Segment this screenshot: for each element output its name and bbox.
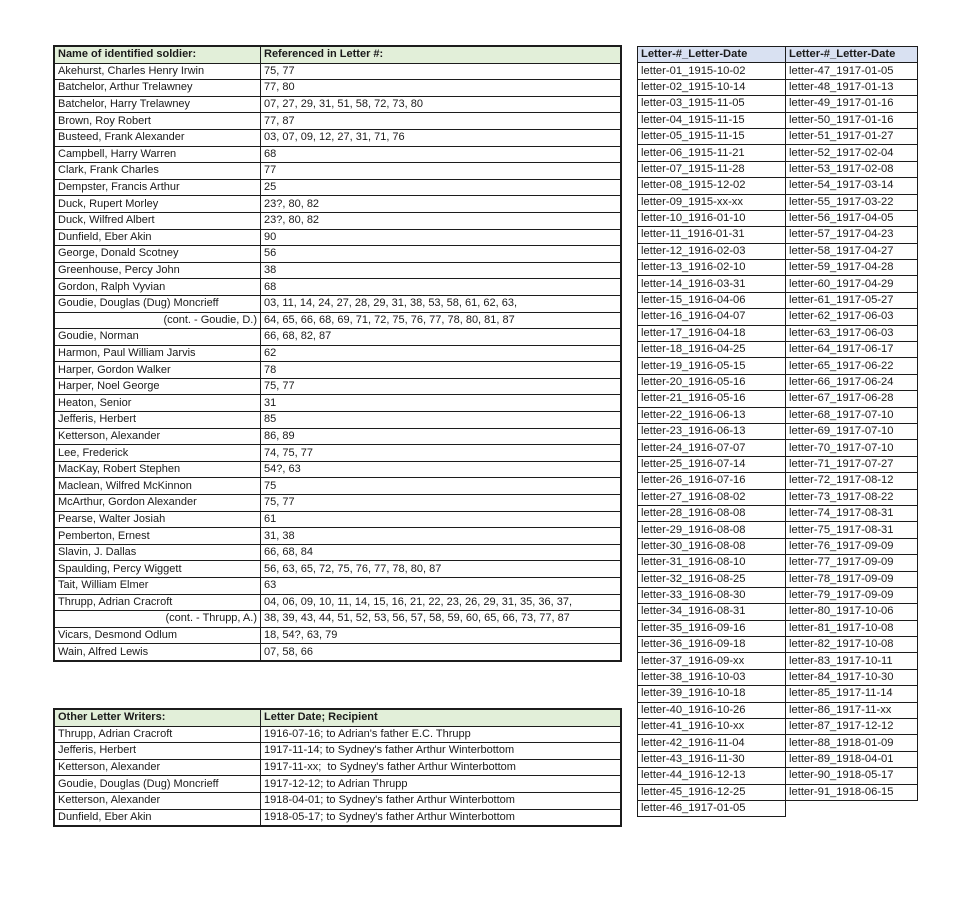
- letter-references-cell: 68: [261, 279, 621, 296]
- letter-index-row: [638, 604, 918, 620]
- soldier-row: [55, 495, 621, 512]
- soldier-row: [55, 129, 621, 146]
- letter-id-date-cell: letter-31_1916-08-10: [638, 555, 786, 571]
- letter-id-date-cell: letter-69_1917-07-10: [786, 423, 918, 439]
- soldier-name-cell: Jefferis, Herbert: [55, 412, 261, 429]
- letter-references-cell: 86, 89: [261, 428, 621, 445]
- letter-id-date-cell: letter-04_1915-11-15: [638, 112, 786, 128]
- letter-date-recipient-cell: 1917-12-12; to Adrian Thrupp: [261, 776, 621, 793]
- soldier-row: [55, 246, 621, 263]
- soldier-name-cell: Thrupp, Adrian Cracroft: [55, 594, 261, 611]
- letter-index-row: [638, 391, 918, 407]
- letter-id-date-cell: letter-28_1916-08-08: [638, 505, 786, 521]
- letter-id-date-cell: letter-74_1917-08-31: [786, 505, 918, 521]
- letter-id-date-cell: letter-25_1916-07-14: [638, 456, 786, 472]
- soldier-name-cell: Ketterson, Alexander: [55, 428, 261, 445]
- letter-id-date-cell: letter-12_1916-02-03: [638, 243, 786, 259]
- soldiers-table: [54, 46, 621, 661]
- letter-index-row: [638, 227, 918, 243]
- letter-id-date-cell: letter-44_1916-12-13: [638, 768, 786, 784]
- letter-id-date-cell: letter-21_1916-05-16: [638, 391, 786, 407]
- letter-references-cell: 25: [261, 179, 621, 196]
- letter-id-date-cell: letter-59_1917-04-28: [786, 260, 918, 276]
- writers-header-row: [55, 710, 621, 727]
- letter-id-date-cell: letter-29_1916-08-08: [638, 522, 786, 538]
- writer-name-cell: Ketterson, Alexander: [55, 759, 261, 776]
- soldier-name-cell: Batchelor, Arthur Trelawney: [55, 80, 261, 97]
- soldier-name-cell: Goudie, Douglas (Dug) Moncrieff: [55, 295, 261, 312]
- soldier-name-cell: Campbell, Harry Warren: [55, 146, 261, 163]
- letter-date-recipient-cell: 1916-07-16; to Adrian's father E.C. Thrupp: [261, 726, 621, 743]
- writer-row: [55, 726, 621, 743]
- letter-references-cell: 75: [261, 478, 621, 495]
- letter-id-date-cell: letter-14_1916-03-31: [638, 276, 786, 292]
- letter-id-date-cell: letter-56_1917-04-05: [786, 210, 918, 226]
- soldier-row: [55, 445, 621, 462]
- soldier-row: [55, 80, 621, 97]
- writer-row: [55, 792, 621, 809]
- soldier-name-cell: Harmon, Paul William Jarvis: [55, 345, 261, 362]
- soldier-row: [55, 262, 621, 279]
- letter-references-cell: 23?, 80, 82: [261, 212, 621, 229]
- soldier-row: [55, 412, 621, 429]
- letter-id-date-cell: letter-19_1916-05-15: [638, 358, 786, 374]
- letter-index-row: [638, 440, 918, 456]
- letter-index-row: [638, 423, 918, 439]
- letter-references-cell: 74, 75, 77: [261, 445, 621, 462]
- letter-id-date-cell: letter-85_1917-11-14: [786, 686, 918, 702]
- soldier-name-cell: Duck, Wilfred Albert: [55, 212, 261, 229]
- letter-index-row: [638, 210, 918, 226]
- letter-id-date-cell: letter-26_1916-07-16: [638, 473, 786, 489]
- letter-index-row: [638, 686, 918, 702]
- letter-id-date-cell: letter-50_1917-01-16: [786, 112, 918, 128]
- letter-id-date-cell: letter-33_1916-08-30: [638, 587, 786, 603]
- letter-id-date-cell: letter-42_1916-11-04: [638, 735, 786, 751]
- letter-id-date-cell: letter-06_1915-11-21: [638, 145, 786, 161]
- letter-index-row: [638, 407, 918, 423]
- soldier-name-cell: George, Donald Scotney: [55, 246, 261, 263]
- letter-references-cell: 18, 54?, 63, 79: [261, 627, 621, 644]
- letter-id-date-cell: letter-24_1916-07-07: [638, 440, 786, 456]
- letter-id-date-cell: letter-81_1917-10-08: [786, 620, 918, 636]
- letter-id-date-cell: letter-84_1917-10-30: [786, 669, 918, 685]
- soldiers-header-row: [55, 47, 621, 64]
- letter-index-row: [638, 505, 918, 521]
- soldier-name-header: Name of identified soldier:: [55, 47, 261, 64]
- soldier-name-cell: (cont. - Goudie, D.): [55, 312, 261, 329]
- letter-id-date-cell: letter-91_1918-06-15: [786, 784, 918, 800]
- letter-index-row: [638, 637, 918, 653]
- soldier-row: [55, 578, 621, 595]
- soldier-name-cell: Batchelor, Harry Trelawney: [55, 96, 261, 113]
- letter-index-row: [638, 342, 918, 358]
- letter-references-cell: 61: [261, 511, 621, 528]
- soldier-name-cell: Akehurst, Charles Henry Irwin: [55, 63, 261, 80]
- letter-id-date-cell: letter-82_1917-10-08: [786, 637, 918, 653]
- letter-index-row: [638, 325, 918, 341]
- writer-row: [55, 759, 621, 776]
- letter-index-row: [638, 374, 918, 390]
- letter-id-date-cell: letter-60_1917-04-29: [786, 276, 918, 292]
- letter-id-date-cell: letter-86_1917-11-xx: [786, 702, 918, 718]
- letter-id-date-cell: letter-22_1916-06-13: [638, 407, 786, 423]
- letter-id-date-cell: letter-89_1918-04-01: [786, 751, 918, 767]
- soldier-name-cell: MacKay, Robert Stephen: [55, 461, 261, 478]
- letters-header-row: [638, 47, 918, 63]
- letters-index-table: [637, 46, 918, 817]
- soldier-name-cell: Clark, Frank Charles: [55, 163, 261, 180]
- letter-references-cell: 31, 38: [261, 528, 621, 545]
- letter-id-date-cell: letter-47_1917-01-05: [786, 63, 918, 79]
- letter-index-row: [638, 178, 918, 194]
- soldier-row: [55, 511, 621, 528]
- letter-date-recipient-cell: 1918-05-17; to Sydney's father Arthur Winterbottom: [261, 809, 621, 826]
- soldier-row: [55, 295, 621, 312]
- soldier-name-cell: Lee, Frederick: [55, 445, 261, 462]
- letter-id-date-cell: letter-45_1916-12-25: [638, 784, 786, 800]
- letter-id-date-cell: letter-67_1917-06-28: [786, 391, 918, 407]
- letter-index-row: [638, 260, 918, 276]
- soldier-row: [55, 561, 621, 578]
- letter-index-row: [638, 63, 918, 79]
- letter-index-row: [638, 800, 918, 816]
- letter-references-cell: 07, 58, 66: [261, 644, 621, 661]
- letter-id-date-cell: letter-39_1916-10-18: [638, 686, 786, 702]
- letter-index-row: [638, 538, 918, 554]
- soldier-row: [55, 345, 621, 362]
- letter-id-date-cell: letter-76_1917-09-09: [786, 538, 918, 554]
- letter-index-row: [638, 653, 918, 669]
- letter-index-row: [638, 719, 918, 735]
- letter-index-row: [638, 473, 918, 489]
- letter-index-row: [638, 702, 918, 718]
- letter-id-date-cell: letter-66_1917-06-24: [786, 374, 918, 390]
- soldier-row: [55, 395, 621, 412]
- letter-index-row: [638, 79, 918, 95]
- writer-row: [55, 809, 621, 826]
- writer-row: [55, 776, 621, 793]
- letter-references-cell: 62: [261, 345, 621, 362]
- letter-id-date-cell: letter-43_1916-11-30: [638, 751, 786, 767]
- letter-id-date-cell: letter-34_1916-08-31: [638, 604, 786, 620]
- letter-id-date-cell: letter-16_1916-04-07: [638, 309, 786, 325]
- letter-id-date-cell: letter-83_1917-10-11: [786, 653, 918, 669]
- soldier-row: [55, 163, 621, 180]
- soldier-row: [55, 63, 621, 80]
- soldier-row: [55, 212, 621, 229]
- soldier-row: [55, 528, 621, 545]
- soldier-name-cell: Spaulding, Percy Wiggett: [55, 561, 261, 578]
- letter-id-date-cell: letter-03_1915-11-05: [638, 96, 786, 112]
- letter-id-date-cell: letter-18_1916-04-25: [638, 342, 786, 358]
- letter-references-cell: 77, 87: [261, 113, 621, 130]
- letter-id-date-cell: letter-80_1917-10-06: [786, 604, 918, 620]
- letter-index-row: [638, 358, 918, 374]
- letter-references-cell: 63: [261, 578, 621, 595]
- letter-id-date-cell: letter-49_1917-01-16: [786, 96, 918, 112]
- writer-name-cell: Thrupp, Adrian Cracroft: [55, 726, 261, 743]
- letter-id-date-cell: letter-11_1916-01-31: [638, 227, 786, 243]
- letter-index-row: [638, 161, 918, 177]
- soldier-name-cell: Pearse, Walter Josiah: [55, 511, 261, 528]
- letter-index-row: [638, 194, 918, 210]
- letter-id-date-cell: letter-36_1916-09-18: [638, 637, 786, 653]
- letter-references-cell: 03, 11, 14, 24, 27, 28, 29, 31, 38, 53, 58, 61, 62, 63,: [261, 295, 621, 312]
- letter-id-date-cell: letter-51_1917-01-27: [786, 128, 918, 144]
- letter-references-cell: 56: [261, 246, 621, 263]
- letter-id-date-cell: letter-75_1917-08-31: [786, 522, 918, 538]
- letter-date-recipient-cell: 1917-11-14; to Sydney's father Arthur Winterbottom: [261, 743, 621, 760]
- letter-id-date-cell: letter-10_1916-01-10: [638, 210, 786, 226]
- letter-id-date-cell: letter-52_1917-02-04: [786, 145, 918, 161]
- soldier-name-cell: Gordon, Ralph Vyvian: [55, 279, 261, 296]
- letter-id-date-cell: letter-30_1916-08-08: [638, 538, 786, 554]
- letter-id-date-cell: letter-78_1917-09-09: [786, 571, 918, 587]
- letter-id-date-cell: letter-68_1917-07-10: [786, 407, 918, 423]
- letter-id-date-cell: letter-05_1915-11-15: [638, 128, 786, 144]
- letter-references-cell: 38, 39, 43, 44, 51, 52, 53, 56, 57, 58, 59, 60, 65, 66, 73, 77, 87: [261, 611, 621, 628]
- letter-id-date-cell: letter-57_1917-04-23: [786, 227, 918, 243]
- soldier-row-continuation: [55, 312, 621, 329]
- other-writers-table: [54, 709, 621, 826]
- soldier-name-cell: Brown, Roy Robert: [55, 113, 261, 130]
- letter-references-cell: 54?, 63: [261, 461, 621, 478]
- letter-id-date-cell: letter-20_1916-05-16: [638, 374, 786, 390]
- letter-id-date-cell: letter-02_1915-10-14: [638, 79, 786, 95]
- letter-index-row: [638, 587, 918, 603]
- letter-id-date-cell: letter-55_1917-03-22: [786, 194, 918, 210]
- letter-date-recipient-cell: 1917-11-xx; to Sydney's father Arthur Winterbottom: [261, 759, 621, 776]
- letter-references-cell: 78: [261, 362, 621, 379]
- letter-index-row: [638, 276, 918, 292]
- letter-references-cell: 66, 68, 82, 87: [261, 329, 621, 346]
- letter-references-cell: 03, 07, 09, 12, 27, 31, 71, 76: [261, 129, 621, 146]
- letter-id-date-cell: letter-38_1916-10-03: [638, 669, 786, 685]
- soldier-row: [55, 229, 621, 246]
- letter-id-date-cell: letter-13_1916-02-10: [638, 260, 786, 276]
- letter-references-cell: 77, 80: [261, 80, 621, 97]
- soldier-name-cell: Pemberton, Ernest: [55, 528, 261, 545]
- letter-references-cell: 66, 68, 84: [261, 544, 621, 561]
- letters-header-col1: Letter-#_Letter-Date: [638, 47, 786, 63]
- letter-id-date-cell: letter-54_1917-03-14: [786, 178, 918, 194]
- letter-id-date-cell: letter-41_1916-10-xx: [638, 719, 786, 735]
- letter-index-row: [638, 784, 918, 800]
- letter-references-cell: 75, 77: [261, 495, 621, 512]
- letter-index-row: [638, 456, 918, 472]
- soldier-row: [55, 329, 621, 346]
- letter-id-date-cell: letter-87_1917-12-12: [786, 719, 918, 735]
- letter-id-date-cell: letter-15_1916-04-06: [638, 292, 786, 308]
- letter-date-recipient-cell: 1918-04-01; to Sydney's father Arthur Winterbottom: [261, 792, 621, 809]
- letter-id-date-cell: letter-58_1917-04-27: [786, 243, 918, 259]
- soldier-name-cell: Heaton, Senior: [55, 395, 261, 412]
- letter-id-date-cell: letter-77_1917-09-09: [786, 555, 918, 571]
- soldier-name-cell: Busteed, Frank Alexander: [55, 129, 261, 146]
- soldier-row: [55, 544, 621, 561]
- soldier-row: [55, 461, 621, 478]
- letter-index-row: [638, 751, 918, 767]
- letter-id-date-cell: letter-32_1916-08-25: [638, 571, 786, 587]
- writer-name-cell: Jefferis, Herbert: [55, 743, 261, 760]
- letter-id-date-cell: letter-07_1915-11-28: [638, 161, 786, 177]
- soldier-row: [55, 196, 621, 213]
- soldier-name-cell: Slavin, J. Dallas: [55, 544, 261, 561]
- soldier-row: [55, 428, 621, 445]
- soldier-name-cell: Maclean, Wilfred McKinnon: [55, 478, 261, 495]
- soldier-row: [55, 644, 621, 661]
- letter-index-row: [638, 555, 918, 571]
- letter-id-date-cell: letter-61_1917-05-27: [786, 292, 918, 308]
- soldier-name-cell: McArthur, Gordon Alexander: [55, 495, 261, 512]
- letter-references-cell: 07, 27, 29, 31, 51, 58, 72, 73, 80: [261, 96, 621, 113]
- soldier-name-cell: Vicars, Desmond Odlum: [55, 627, 261, 644]
- soldier-name-cell: (cont. - Thrupp, A.): [55, 611, 261, 628]
- letter-references-cell: 38: [261, 262, 621, 279]
- letter-id-date-cell: letter-35_1916-09-16: [638, 620, 786, 636]
- letter-references-cell: 75, 77: [261, 378, 621, 395]
- soldier-name-cell: Dempster, Francis Arthur: [55, 179, 261, 196]
- letter-index-row: [638, 489, 918, 505]
- soldier-row: [55, 594, 621, 611]
- letter-id-date-cell: letter-73_1917-08-22: [786, 489, 918, 505]
- soldier-row: [55, 378, 621, 395]
- letter-id-date-cell: letter-71_1917-07-27: [786, 456, 918, 472]
- soldier-row: [55, 362, 621, 379]
- letter-references-cell: 31: [261, 395, 621, 412]
- letter-id-date-cell: letter-37_1916-09-xx: [638, 653, 786, 669]
- letter-index-row: [638, 128, 918, 144]
- writer-row: [55, 743, 621, 760]
- letters-header-col2: Letter-#_Letter-Date: [786, 47, 918, 63]
- letter-id-date-cell: letter-53_1917-02-08: [786, 161, 918, 177]
- letter-index-row: [638, 768, 918, 784]
- letter-id-date-cell: letter-63_1917-06-03: [786, 325, 918, 341]
- letter-index-row: [638, 571, 918, 587]
- letter-id-date-cell: letter-17_1916-04-18: [638, 325, 786, 341]
- soldier-row: [55, 146, 621, 163]
- letter-id-date-cell: letter-70_1917-07-10: [786, 440, 918, 456]
- soldier-row: [55, 627, 621, 644]
- letter-index-row: [638, 620, 918, 636]
- letter-index-row: [638, 735, 918, 751]
- soldier-row: [55, 179, 621, 196]
- soldier-name-cell: Dunfield, Eber Akin: [55, 229, 261, 246]
- letter-references-cell: 56, 63, 65, 72, 75, 76, 77, 78, 80, 87: [261, 561, 621, 578]
- letter-date-recipient-header: Letter Date; Recipient: [261, 710, 621, 727]
- soldier-name-cell: Tait, William Elmer: [55, 578, 261, 595]
- letter-index-row: [638, 112, 918, 128]
- letter-id-date-cell: letter-48_1917-01-13: [786, 79, 918, 95]
- letter-id-date-cell: letter-08_1915-12-02: [638, 178, 786, 194]
- letter-id-date-cell: letter-23_1916-06-13: [638, 423, 786, 439]
- soldier-name-cell: Goudie, Norman: [55, 329, 261, 346]
- letter-index-row: [638, 669, 918, 685]
- letter-id-date-cell: letter-40_1916-10-26: [638, 702, 786, 718]
- soldier-name-cell: Harper, Gordon Walker: [55, 362, 261, 379]
- soldier-row-continuation: [55, 611, 621, 628]
- soldier-name-cell: Duck, Rupert Morley: [55, 196, 261, 213]
- soldier-name-cell: Wain, Alfred Lewis: [55, 644, 261, 661]
- soldier-name-cell: Harper, Noel George: [55, 378, 261, 395]
- letter-references-cell: 64, 65, 66, 68, 69, 71, 72, 75, 76, 77, 78, 80, 81, 87: [261, 312, 621, 329]
- letter-index-row: [638, 522, 918, 538]
- letter-references-cell: 75, 77: [261, 63, 621, 80]
- letter-references-cell: 68: [261, 146, 621, 163]
- soldier-name-cell: Greenhouse, Percy John: [55, 262, 261, 279]
- letter-id-date-cell: letter-46_1917-01-05: [638, 800, 786, 816]
- letter-index-row: [638, 145, 918, 161]
- letter-index-row: [638, 309, 918, 325]
- letter-index-row: [638, 292, 918, 308]
- letter-id-date-cell: [786, 800, 918, 816]
- letter-references-cell: 77: [261, 163, 621, 180]
- soldier-row: [55, 279, 621, 296]
- soldier-row: [55, 96, 621, 113]
- referenced-letters-header: Referenced in Letter #:: [261, 47, 621, 64]
- soldier-row: [55, 478, 621, 495]
- letter-id-date-cell: letter-72_1917-08-12: [786, 473, 918, 489]
- soldier-row: [55, 113, 621, 130]
- letter-references-cell: 90: [261, 229, 621, 246]
- letter-id-date-cell: letter-90_1918-05-17: [786, 768, 918, 784]
- letter-id-date-cell: letter-65_1917-06-22: [786, 358, 918, 374]
- letter-id-date-cell: letter-64_1917-06-17: [786, 342, 918, 358]
- letter-id-date-cell: letter-27_1916-08-02: [638, 489, 786, 505]
- writer-name-cell: Dunfield, Eber Akin: [55, 809, 261, 826]
- letter-index-row: [638, 243, 918, 259]
- letter-references-cell: 04, 06, 09, 10, 11, 14, 15, 16, 21, 22, 23, 26, 29, 31, 35, 36, 37,: [261, 594, 621, 611]
- letter-id-date-cell: letter-01_1915-10-02: [638, 63, 786, 79]
- letter-id-date-cell: letter-62_1917-06-03: [786, 309, 918, 325]
- writer-name-header: Other Letter Writers:: [55, 710, 261, 727]
- letter-id-date-cell: letter-09_1915-xx-xx: [638, 194, 786, 210]
- letter-references-cell: 85: [261, 412, 621, 429]
- letter-index-row: [638, 96, 918, 112]
- letter-id-date-cell: letter-88_1918-01-09: [786, 735, 918, 751]
- writer-name-cell: Goudie, Douglas (Dug) Moncrieff: [55, 776, 261, 793]
- writer-name-cell: Ketterson, Alexander: [55, 792, 261, 809]
- letter-references-cell: 23?, 80, 82: [261, 196, 621, 213]
- letter-id-date-cell: letter-79_1917-09-09: [786, 587, 918, 603]
